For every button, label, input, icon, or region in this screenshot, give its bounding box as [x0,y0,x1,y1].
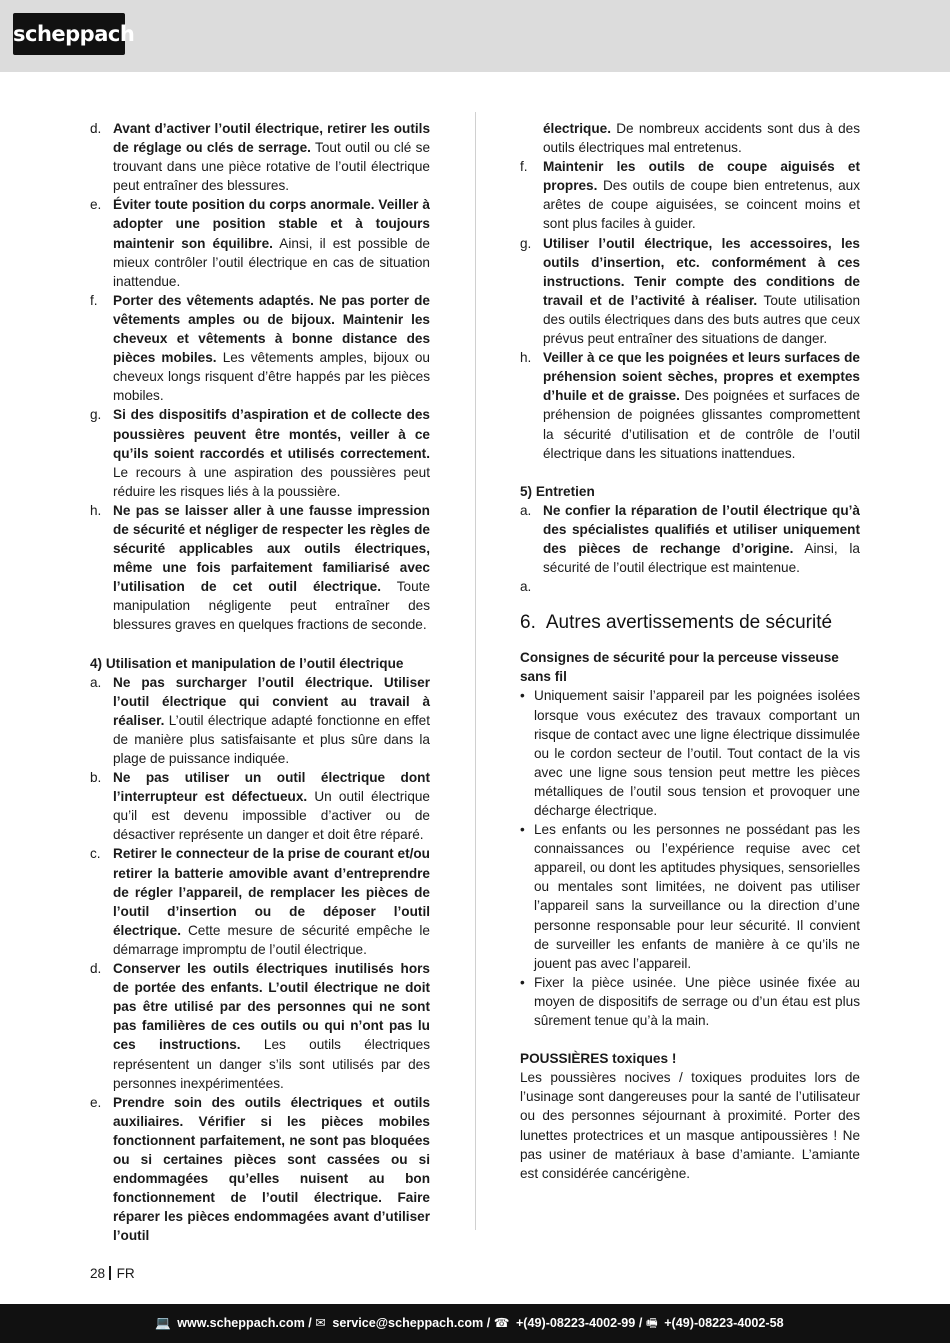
item-g-dust-extraction: g. Si des dispositifs d’aspiration et de collecte des poussières peuvent être montés, veiller à ce qu’ils soient raccordés et utilisés correctement. Le recours à une aspiration des poussières peut réduire les risques liés à la poussière. [90,407,430,499]
bullet-item: • Les enfants ou les personnes ne possédant pas les connaissances ou l’expérience requise avec cet appareil, ou dont les aptitudes physiques, sensorielles ou mentales sont limitées, ne doivent pas utiliser l’appareil sans la surveillance ou la direction d’une personne responsable pour leur sécurité. Il convient de surveiller les enfants de manière à ce qu’ils ne jouent pas avec l’appareil. [520,822,860,971]
toxic-dust-text: Les poussières nocives / toxiques produites lors de l’usinage sont dangereuses pour la santé de l’utilisateur ou des personnes séjournant à proximité. Porter des lunettes protectrices et un masque antipoussières ! Ne pas usiner de matériaux à base d’amiante. L’amiante est considérée cancérigène. [520,1070,860,1181]
item-h-dry-handles: h. Veiller à ce que les poignées et leurs surfaces de préhension soient sèches, propres et exemptes d’huile et de graisse. Des poignées et surfaces de préhension de poignées glissantes compromettent la sécurité d’utilisation et de contrôle de l’outil électrique dans les situations inattendues. [520,350,860,461]
bullet-item: • Fixer la pièce usinée. Une pièce usinée fixée au moyen de dispositifs de serrage ou d’un étau est plus sûrement tenue qu’à la main. [520,974,860,1029]
item-g-use-per-instructions: g. Utiliser l’outil électrique, les accessoires, les outils d’insertion, etc. conformément à ces instructions. Tenir compte des conditions de travail et de l’activité à réaliser. Toute utilisation des outils électriques dans des buts autres que ceux prévus peut entraîner des situations de danger. [520,235,861,347]
footer-contacts [155,1304,784,1343]
bullet-item: • Uniquement saisir l’appareil par les poignées isolées lorsque vous exécutez des travaux comportant un risque de contact avec une ligne électrique dissimulée ou le cordon secteur de l’outil. Tout contact de la vis avec une ligne sous tension peut mettre les pièces métalliques de l’outil sous tension et provoquer une décharge électrique. [520,688,860,818]
phone-icon: ☎ [493,1316,510,1330]
mail-icon: ✉ [315,1316,326,1330]
item-c-disconnect-plug: c. Retirer le connecteur de la prise de courant et/ou retirer la batterie amovible avant d’entreprendre de régler l’appareil, de remplacer les pièces de l’outil d’insertion ou de déposer l’outil électrique. Cette mesure de sécurité empêche le démarrage impromptu de l’outil électrique. [90,846,430,957]
header-bar [0,0,950,72]
item-e-continued: électrique. De nombreux accidents sont dus à des outils électriques mal entretenus. [543,121,860,156]
phone-number: +(49)-08223-4002-99 / [515,1316,643,1330]
website-link[interactable]: www.scheppach.com / [177,1316,312,1330]
item-d-store-away-children: d. Conserver les outils électriques inutilisés hors de portée des enfants. L’outil électrique ne doit pas être utilisé par des personnes qui ne sont pas familières de ces outils ou qui n’ont pas lu ces instructions. Les outils électriques représentent un danger s’ils sont utilisés par des personnes inexpérimentées. [90,961,430,1091]
item-a-no-overload: a. Ne pas surcharger l’outil électrique. Utiliser l’outil électrique qui convient au travail à réaliser. L’outil électrique adapté fonctionne en effet de manière plus satisfaisante et plus sûre dans la plage de puissance indiquée. [90,674,430,766]
scheppach-logo: scheppach [13,13,125,55]
item-b-defective-switch: b. Ne pas utiliser un outil électrique dont l’interrupteur est défectueux. Un outil électrique qu’il est devenu impossible d’activer ou de désactiver représente un danger et doit être réparé. [90,770,430,843]
item-f-clothing: f. Porter des vêtements adaptés. Ne pas porter de vêtements amples ou de bijoux. Maintenir les cheveux et vêtements à bonne distance des pièces mobiles. Les vêtements amples, bijoux ou cheveux longs risquent d’être happés par les pièces mobiles. [90,292,430,404]
item-e-maintain-tools: e. Prendre soin des outils électriques et outils auxiliaires. Vérifier si les pièces mobiles fonctionnent parfaitement, ne sont pas bloquées ou si certaines pièces sont cassées ou si endommagées qu’elles nuisent au bon fonctionnement de l’outil électrique. Faire réparer les pièces endommagées avant d’utiliser l’outil [90,1094,430,1244]
item-f-sharp-tools: f. Maintenir les outils de coupe aiguisés et propres. Des outils de coupe bien entretenus, aux arêtes de coupe aiguisées, se coincent moins et sont plus faciles à guider. [520,159,860,232]
section-4-heading: 4) Utilisation et manipulation de l’outil électrique [90,655,404,671]
drill-safety-subheading: Consignes de sécurité pour la perceuse visseuse sans fil [520,650,839,685]
email-link[interactable]: service@scheppach.com / [332,1316,491,1330]
page-number: 28 FR [90,1266,135,1281]
section-6-heading: 6. Autres avertissements de sécurité [520,612,833,634]
item-e-body-position: e. Éviter toute position du corps anormale. Veiller à adopter une position stable et à toujours maintenir son équilibre. Ainsi, il est possible de mieux contrôler l’outil électrique en cas de situation inattendue. [90,197,430,289]
item-d-adjusting-tools: d. Avant d’activer l’outil électrique, retirer les outils de réglage ou clés de serrage. Tout outil ou clé se trouvant dans une pièce rotative de l’outil électrique peut entraîner des blessures. [90,121,430,194]
page-separator [109,1266,111,1280]
toxic-dust-heading: POUSSIÈRES toxiques ! [520,1051,677,1067]
item-a-empty: a. [520,579,532,595]
fax-number: +(49)-08223-4002-58 [664,1316,784,1330]
item-a-qualified-repair: a. Ne confier la réparation de l’outil électrique qu’à des spécialistes qualifiés et utiliser uniquement des pièces de rechange d’origine. Ainsi, la sécurité de l’outil électrique est maintenue. [520,502,860,576]
section-5-heading: 5) Entretien [520,483,595,499]
left-column [90,119,430,1245]
footer-bar [0,1304,950,1343]
computer-icon: 💻 [155,1316,171,1330]
fax-icon: 🖷 [645,1316,658,1330]
column-divider [475,112,476,1230]
item-h-false-security: h. Ne pas se laisser aller à une fausse impression de sécurité et négliger de respecter les règles de sécurité applicables aux outils électriques, même une fois parfaitement familiarisé avec l’utilisation de cet outil électrique. Toute manipulation négligente peut entraîner des blessures graves en quelques fractions de seconde. [90,502,431,633]
right-column [520,119,860,1183]
